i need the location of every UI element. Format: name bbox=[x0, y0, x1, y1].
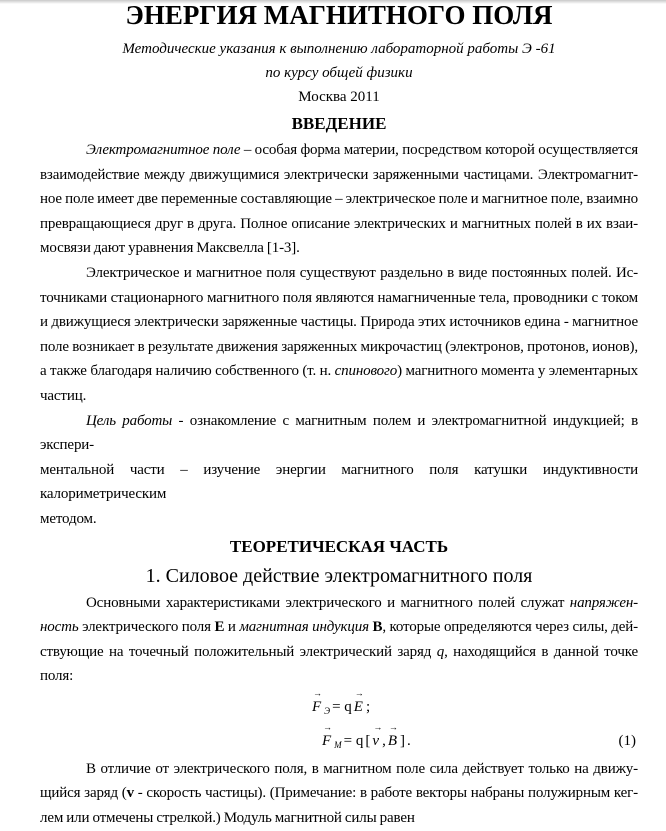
bracket-close: ] bbox=[399, 732, 405, 749]
text-line bbox=[40, 310, 638, 335]
text-run: поле возникает в результате движения заряженных микрочастиц (электронов, протонов, ионов), bbox=[40, 338, 638, 355]
section-heading: 1. Силовое действие электромагнитного поля bbox=[145, 564, 533, 587]
text-run: , которые определяются через силы, дей- bbox=[382, 619, 638, 636]
text-run: , находящийся в данной точке bbox=[444, 643, 638, 660]
equation-number: (1) bbox=[618, 732, 636, 749]
text-run: В отличие от электрического поля, в магнитном поле сила действует только на движу- bbox=[86, 760, 638, 777]
text-line bbox=[40, 212, 638, 237]
text-run: мосвязи дают уравнения Максвелла [1-3]. bbox=[40, 240, 300, 257]
text-line bbox=[40, 458, 638, 507]
after-paragraph bbox=[40, 757, 638, 831]
italic-text: спинового bbox=[334, 363, 398, 380]
subtitle-line-1: Методические указания к выполнению лабораторной работы Э -61 bbox=[122, 41, 556, 57]
bold-text: B bbox=[372, 619, 383, 636]
text-line bbox=[40, 359, 638, 384]
text-run: - ознакомление с магнитным полем и электромагнитной индукцией; в экспери- bbox=[40, 412, 638, 454]
text-line bbox=[40, 640, 638, 665]
vector-E: → E bbox=[354, 697, 364, 717]
vector-v: → v bbox=[372, 731, 380, 751]
subscript: M bbox=[334, 739, 342, 750]
text-line bbox=[40, 664, 638, 689]
section-paragraph bbox=[40, 591, 638, 689]
equals-q: = q bbox=[332, 698, 352, 715]
formula-magnetic-force bbox=[40, 723, 638, 757]
italic-text: Цель работы bbox=[86, 412, 173, 429]
text-line bbox=[40, 187, 638, 212]
bracket-open: [ bbox=[365, 732, 371, 749]
text-run: ) магнитного момента у элементарных bbox=[397, 363, 638, 380]
text-run: точниками стационарного магнитного поля являются намагниченные тела, проводники с током bbox=[40, 289, 638, 306]
formula-electric-force bbox=[40, 689, 638, 723]
italic-text: q bbox=[436, 643, 445, 660]
subtitle-line-2: по курсу общей физики bbox=[265, 64, 413, 81]
text-line bbox=[40, 591, 638, 616]
document-title: ЭНЕРГИЯ МАГНИТНОГО ПОЛЯ bbox=[125, 0, 553, 30]
text-run: лем или отмечены стрелкой.) Модуль магнитной силы равен bbox=[40, 810, 415, 827]
text-run: - скорость частицы). (Примечание: в работе векторы набраны полужирным кег- bbox=[134, 785, 638, 802]
paragraph bbox=[40, 261, 638, 409]
text-run: и движущиеся электрически заряженные частицы. Природа этих источников едина - магнитное bbox=[40, 314, 638, 331]
text-line bbox=[40, 507, 638, 532]
text-line bbox=[40, 163, 638, 188]
intro-section bbox=[40, 138, 638, 532]
text-line bbox=[40, 384, 638, 409]
text-run: – особая форма материи, посредством которой осуществляется bbox=[240, 142, 639, 158]
text-line bbox=[40, 409, 638, 458]
text-run: превращающиеся друг в друга. Полное описание электрических и магнитных полей в их взаи- bbox=[40, 215, 638, 232]
italic-text: ность bbox=[40, 619, 79, 636]
bold-text: E bbox=[214, 619, 225, 636]
text-line bbox=[40, 335, 638, 360]
document-page bbox=[40, 0, 638, 831]
text-line bbox=[40, 615, 638, 640]
vector-B: → B bbox=[388, 731, 398, 751]
text-line bbox=[40, 757, 638, 782]
text-run: поля: bbox=[40, 668, 74, 685]
intro-heading: ВВЕДЕНИЕ bbox=[291, 114, 387, 133]
text-run: ствующие на точечный положительный электрический заряд bbox=[40, 643, 437, 660]
text-line bbox=[40, 138, 638, 163]
italic-text: напряжен- bbox=[569, 594, 638, 611]
vector-F: → F bbox=[312, 697, 322, 717]
italic-text: магнитная индукция bbox=[239, 619, 369, 636]
vector-F: → F bbox=[322, 731, 332, 751]
text-run: щийся заряд ( bbox=[40, 785, 127, 802]
text-run: частиц. bbox=[40, 387, 87, 404]
theory-heading: ТЕОРЕТИЧЕСКАЯ ЧАСТЬ bbox=[229, 536, 449, 556]
text-run: методом. bbox=[40, 510, 97, 527]
text-run: а также благодаря наличию собственного (т. н. bbox=[40, 363, 335, 380]
paragraph bbox=[40, 409, 638, 532]
equals-q: = q bbox=[343, 732, 364, 749]
formula-end: ; bbox=[365, 698, 371, 715]
text-line bbox=[40, 236, 638, 261]
text-run: ментальной части – изучение энергии магнитного поля катушки индуктивности калориметрическим bbox=[40, 461, 638, 503]
bold-text: v bbox=[126, 785, 135, 802]
text-run: Электрическое и магнитное поля существуют раздельно в виде постоянных полей. Ис- bbox=[86, 264, 638, 281]
formula-end: . bbox=[406, 732, 411, 749]
text-line bbox=[40, 781, 638, 806]
text-run: электрического поля bbox=[78, 619, 215, 636]
italic-text: Электромагнитное поле bbox=[86, 142, 241, 158]
text-run: и bbox=[224, 619, 240, 636]
paragraph bbox=[40, 138, 638, 261]
subscript: Э bbox=[324, 705, 331, 716]
text-line bbox=[40, 261, 638, 286]
comma: , bbox=[382, 732, 386, 749]
text-run: ное поле имеет две переменные составляющие – электрическое поле и магнитное поле, взаимно bbox=[40, 191, 638, 208]
city-year: Москва 2011 bbox=[298, 89, 380, 105]
text-line bbox=[40, 286, 638, 311]
text-run: взаимодействие между движущимися электрически заряженными частицами. Электромагнит- bbox=[40, 166, 638, 183]
text-run: Основными характеристиками электрического и магнитного полей служат bbox=[86, 594, 570, 611]
text-line bbox=[40, 806, 638, 831]
